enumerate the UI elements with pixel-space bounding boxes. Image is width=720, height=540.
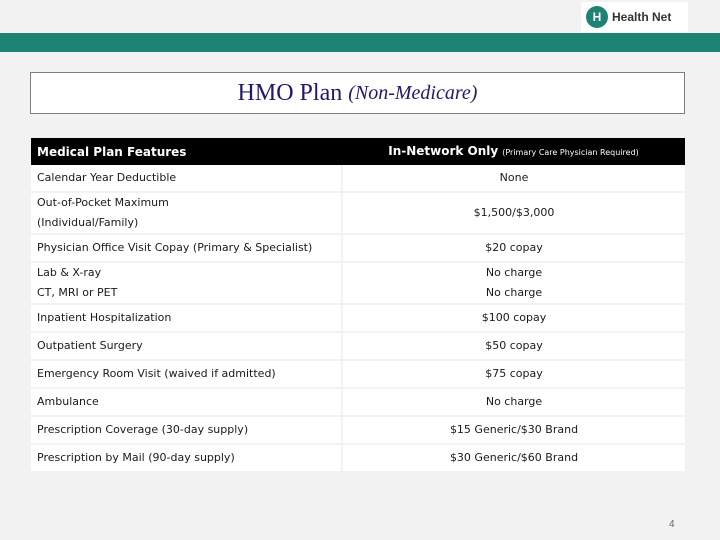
- header-network: [342, 138, 685, 165]
- value-cell: No charge: [342, 388, 685, 416]
- title-main: HMO Plan: [237, 79, 343, 106]
- feature-line: (Individual/Family): [37, 216, 139, 229]
- table-row: [31, 416, 685, 444]
- title-subtitle: (Non-Medicare): [348, 81, 478, 104]
- feature-cell: Prescription by Mail (90-day supply): [31, 444, 342, 472]
- table-header-row: [31, 138, 685, 165]
- plan-benefits-table: [31, 138, 685, 473]
- value-cell: $15 Generic/$30 Brand: [342, 416, 685, 444]
- table-row: [31, 332, 685, 360]
- value-line: No charge: [485, 266, 543, 279]
- value-line: No charge: [485, 286, 543, 299]
- feature-line: Lab & X-ray: [37, 266, 102, 279]
- logo-text: Health Net: [612, 10, 672, 24]
- table-row: [31, 192, 685, 234]
- value-cell: None: [342, 165, 685, 192]
- value-cell: $50 copay: [342, 332, 685, 360]
- feature-cell: Calendar Year Deductible: [31, 165, 342, 192]
- health-net-logo: [581, 2, 688, 32]
- header-network-label: In-Network Only: [388, 143, 499, 158]
- value-cell: [342, 262, 685, 304]
- feature-cell: Physician Office Visit Copay (Primary & Specialist): [31, 234, 342, 262]
- page-number: 4: [669, 519, 675, 530]
- feature-cell: [31, 192, 342, 234]
- table-row: [31, 388, 685, 416]
- health-net-logo-icon: H: [586, 6, 608, 28]
- table-row: [31, 234, 685, 262]
- feature-cell: [31, 262, 342, 304]
- feature-cell: Prescription Coverage (30-day supply): [31, 416, 342, 444]
- table-row: [31, 360, 685, 388]
- value-cell: $100 copay: [342, 304, 685, 332]
- feature-cell: Emergency Room Visit (waived if admitted): [31, 360, 342, 388]
- table-row: [31, 304, 685, 332]
- feature-line: Out-of-Pocket Maximum: [37, 196, 169, 209]
- feature-cell: Inpatient Hospitalization: [31, 304, 342, 332]
- header-features: Medical Plan Features: [31, 138, 342, 165]
- header-band: [0, 33, 720, 52]
- value-cell: $20 copay: [342, 234, 685, 262]
- feature-cell: Outpatient Surgery: [31, 332, 342, 360]
- header-network-note: (Primary Care Physician Required): [502, 147, 639, 157]
- value-cell: $1,500/$3,000: [342, 192, 685, 234]
- table-row: [31, 262, 685, 304]
- value-cell: $75 copay: [342, 360, 685, 388]
- value-cell: $30 Generic/$60 Brand: [342, 444, 685, 472]
- feature-cell: Ambulance: [31, 388, 342, 416]
- table-row: [31, 444, 685, 472]
- page-title: [30, 72, 685, 114]
- feature-line: CT, MRI or PET: [37, 286, 118, 299]
- table-row: [31, 165, 685, 192]
